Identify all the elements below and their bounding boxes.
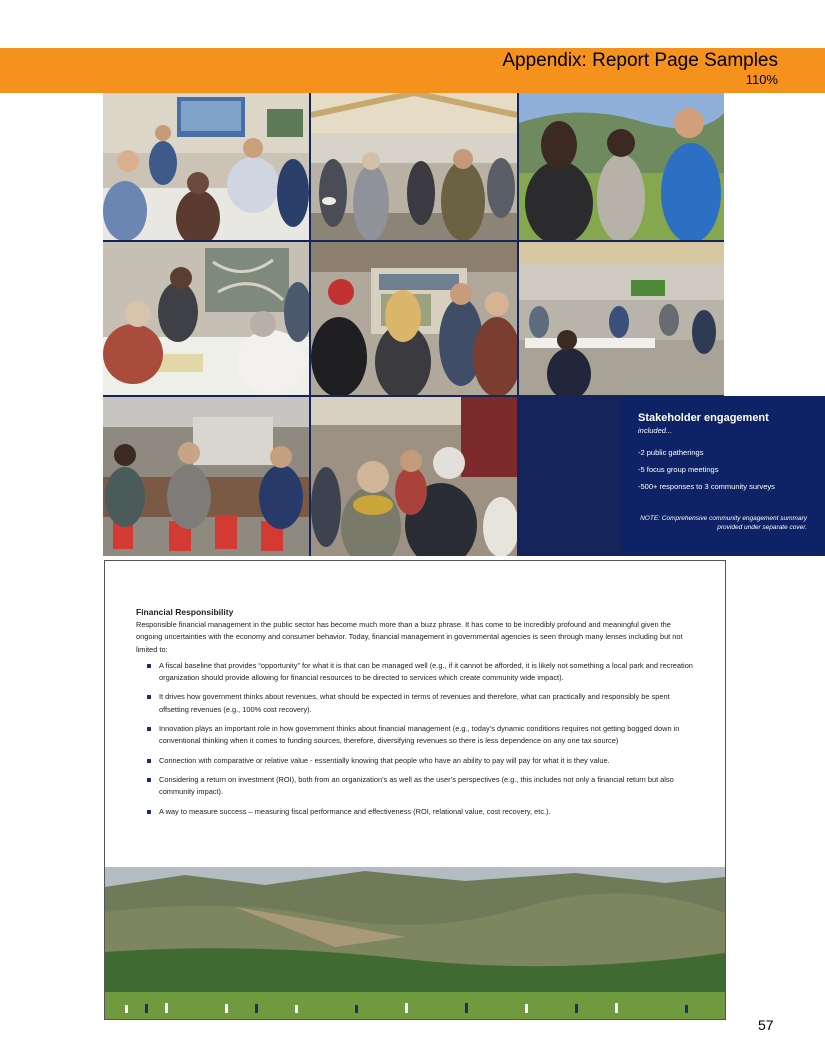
stakeholder-caption <box>621 396 825 556</box>
sample-bullet <box>136 691 696 716</box>
bullet-square-icon <box>147 664 151 668</box>
sample-bullet <box>136 723 696 748</box>
bullet-square-icon <box>147 727 151 731</box>
photo-board-review <box>311 242 517 395</box>
landscape-photo <box>105 867 725 1019</box>
header-bar <box>0 48 825 93</box>
bullet-text: Innovation plays an important role in how government thinks about financial management (e.g., today’s dynamic conditions requires not getting bogged down in conventional thinking when it comes to funding sources, therefore, diversifying revenues so there is less dependence on any one tax source) <box>159 724 680 746</box>
report-page-sample <box>104 560 726 1020</box>
photo-outdoor-conversation <box>519 93 724 240</box>
photo-grid <box>103 93 807 556</box>
page-title: Appendix: Report Page Samples <box>502 50 778 71</box>
photo-map-discussion <box>103 242 309 395</box>
sample-bullet <box>136 660 696 685</box>
bullet-text: Connection with comparative or relative value - essentially knowing that people who have an ability to pay will pay for what it is they value. <box>159 755 610 765</box>
sample-bullet <box>136 806 696 818</box>
caption-item: -2 public gatherings <box>638 448 704 457</box>
sample-intro: Responsible financial management in the public sector has become much more than a buzz phrase. It has come to be incredibly profound and meaningful given the ongoing uncertainties with the economy and consumer behavior. Today, financial management in governmental agencies is seen through many lenses including but not limited to: <box>136 620 683 654</box>
bullet-text: A fiscal baseline that provides “opportunity” for what it is that can be managed well (e.g., if it cannot be afforded, it is likely not something a local park and recreation organization should provide allowing for financial resources to be directed to services which create community wide impact). <box>159 660 693 683</box>
photo-cafe-meeting <box>103 397 309 556</box>
caption-note: NOTE: Comprehensive community engagement summary provided under separate cover. <box>640 515 807 531</box>
caption-item: -500+ responses to 3 community surveys <box>638 482 775 491</box>
caption-item: -5 focus group meetings <box>638 465 719 474</box>
sample-bullet <box>136 774 696 799</box>
bullet-square-icon <box>147 778 151 782</box>
photo-room-tables <box>519 242 724 395</box>
sample-heading: Financial Responsibility <box>136 607 234 617</box>
caption-subtitle: included... <box>638 426 673 435</box>
page-subtitle: 110% <box>745 72 778 87</box>
bullet-square-icon <box>147 759 151 763</box>
sample-text-block <box>136 607 696 825</box>
photo-workshop-presentation <box>103 93 309 240</box>
photo-crowd-closeup <box>311 397 517 556</box>
bullet-square-icon <box>147 695 151 699</box>
bullet-text: A way to measure success – measuring fiscal performance and effectiveness (ROI, relational value, cost recovery, etc.). <box>159 806 551 816</box>
photo-crowd-gathering <box>311 93 517 240</box>
bullet-text: It drives how government thinks about revenues, what should be expected in terms of revenues and therefore, what can practically and responsibly be spent offsetting revenues (e.g., 100% cost recovery). <box>159 692 670 714</box>
bullet-text: Considering a return on investment (ROI), both from an organization’s as well as the user’s perspectives (e.g., this includes not only a financial return but also community impact). <box>159 774 674 797</box>
caption-title: Stakeholder engagement <box>638 412 769 424</box>
page-number: 57 <box>758 1017 774 1033</box>
sample-bullet <box>136 755 696 767</box>
sample-bullet-list <box>136 660 696 818</box>
bullet-square-icon <box>147 810 151 814</box>
